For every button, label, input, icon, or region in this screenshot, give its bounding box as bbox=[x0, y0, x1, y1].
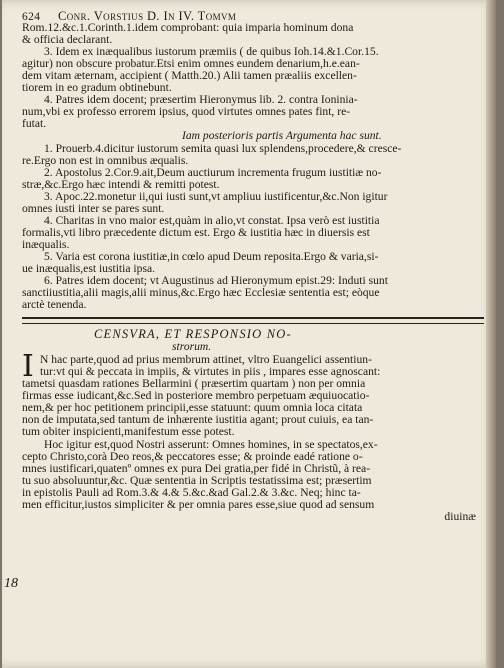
text-line: ue inæqualis,est iustitia ipsa. bbox=[22, 261, 155, 275]
margin-note: 18 bbox=[4, 576, 18, 591]
text-line: in epistolis Pauli ad Rom.3.& 4.& 5.&c.&ad Gal.2.& 3.&c. Neq; hinc ta- bbox=[22, 485, 361, 499]
text-line: 2. Apostolus 2.Cor.9.ait,Deum auctiurum incrementa frugum iustitiæ no- bbox=[44, 165, 382, 179]
censura-paragraph bbox=[22, 349, 484, 439]
text-line: re.Ergo non est in omnibus æqualis. bbox=[22, 153, 189, 167]
catchword: diuinæ bbox=[444, 509, 476, 523]
text-line: mnes iustificari,quatenº omnes ex pura Dei gratia,per fidé in Christũ, à rea- bbox=[22, 461, 371, 475]
text-line: formalis,vti libro præcedente dictum est. Ergo & iustitia hæc in diuersis est bbox=[22, 225, 370, 239]
text-line: 4. Charitas in vno maior est,quàm in alio,vt constat. Ipsa verò est iustitia bbox=[44, 213, 380, 227]
censura-heading: CENSVRA, ET RESPONSIO NO- bbox=[94, 327, 292, 342]
text-line: 6. Patres idem docent; vt Augustinus ad Hieronymum epist.29: Induti sunt bbox=[44, 274, 388, 288]
page-gutter bbox=[486, 0, 496, 668]
text-line: futat. bbox=[22, 117, 47, 131]
text-line: tur:vt qui & peccata in impiis, & virtutes in piis , impares esse agnoscant: bbox=[40, 365, 381, 379]
running-title: Conr. Vorstius D. In IV. Tomvm bbox=[57, 9, 237, 23]
text-line: inæqualis. bbox=[22, 237, 70, 251]
page-text bbox=[22, 10, 484, 523]
censura-heading-cont: strorum. bbox=[172, 340, 212, 354]
text-line: tiorem in eo gradum obtinebunt. bbox=[22, 81, 172, 95]
page-number: 624 bbox=[22, 11, 41, 23]
book-page bbox=[2, 0, 496, 668]
text-line: tu suo absoluuntur,&c. Quæ sententia in Scriptis testatissima est; præsertim bbox=[22, 473, 372, 487]
section-rule bbox=[22, 317, 484, 324]
text-line: N hac parte,quod ad prius membrum attinet, vltro Euangelici assentiun- bbox=[40, 353, 372, 367]
text-line: 3. Idem ex inæqualibus iustorum præmiis ( de quibus Ioh.14.&1.Cor.15. bbox=[44, 45, 379, 59]
text-line: Rom.12.&c.1.Corinth.1.idem comprobant: quia imparia hominum dona bbox=[22, 21, 354, 35]
text-line: & officia declarant. bbox=[22, 33, 113, 47]
text-line: num,vbi ex professo errorem ipsius, quod virtutes omnes pates fint, re- bbox=[22, 105, 351, 119]
text-line: men efficitur,iustos simpliciter & per omnia pares esse,siue quod ad sensum bbox=[22, 497, 375, 511]
text-line: stræ,&c.Ergo hæc intendi & remitti potest. bbox=[22, 177, 220, 191]
text-line: firmas esse iudicant,&c.Sed in posteriore membro perpetuam æquiuocatio- bbox=[22, 389, 370, 403]
text-line: 5. Varia est corona iustitiæ,in cœlo apud Deum reposita.Ergo & varia,si- bbox=[44, 249, 379, 263]
text-line: Hoc igitur est,quod Nostri asserunt: Omnes homines, in se spectatos,ex- bbox=[44, 437, 378, 451]
text-line: tametsi quasdam rationes Bellarmini ( præsertim quartam ) non per omnia bbox=[22, 377, 366, 391]
text-line: nem,& per hoc petitionem principii,esse statuunt: quum omnia loca citata bbox=[22, 401, 363, 415]
text-line: sanctiiustitia,alii magis,alii minus,&c.Ergo hæc Ecclesiæ sententia est; eòque bbox=[22, 286, 380, 300]
text-line: dem vitam æternam, accipient ( Matth.20.) Alii tamen præaliis excellen- bbox=[22, 69, 357, 83]
text-line: 3. Apoc.22.monetur ii,qui iusti sunt,vt ampliuu iustificentur,&c.Non igitur bbox=[44, 189, 388, 203]
text-line: tum obiter inspicienti,manifestum esse potest. bbox=[22, 425, 235, 439]
text-line: arctè tenenda. bbox=[22, 298, 87, 312]
text-line: cepto Christo,corà Deo reos,& peccatores esse; & proinde eadé ratione o- bbox=[22, 449, 363, 463]
section-subheading: Iam posterioris partis Argumenta hac sunt. bbox=[182, 129, 382, 143]
text-line: non de imputata,sed tantum de inhærente iustitia agant; prout cuiuis, ea tan- bbox=[22, 413, 374, 427]
text-line: omnes iusti inter se pares sunt. bbox=[22, 201, 165, 215]
text-line: 1. Prouerb.4.dicitur iustorum semita quasi lux splendens,procedere,& cresce- bbox=[44, 141, 402, 155]
text-line: 4. Patres idem docent; præsertim Hieronymus lib. 2. contra Ioninia- bbox=[44, 93, 358, 107]
text-line: agitur) non obscure probatur.Etsi enim omnes eundem denarium,h.e.ean- bbox=[22, 57, 360, 71]
drop-cap: I bbox=[22, 349, 34, 385]
